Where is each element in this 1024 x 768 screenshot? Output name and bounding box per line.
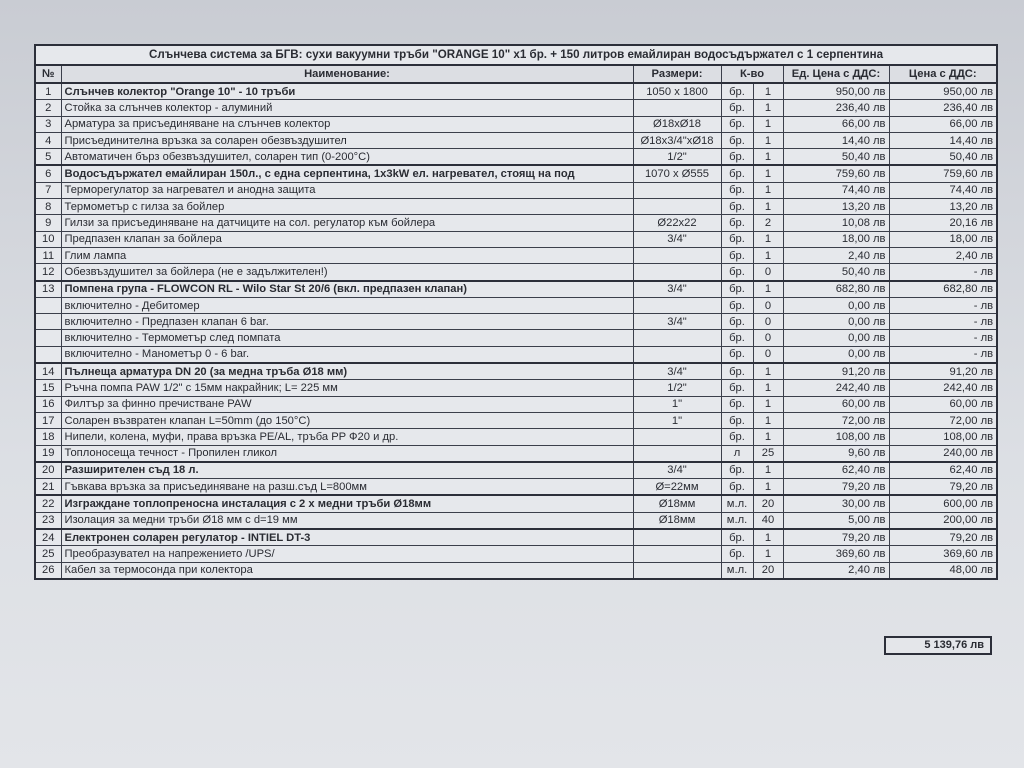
item-unit-price: 30,00 лв (783, 495, 889, 512)
item-unit-price: 0,00 лв (783, 314, 889, 330)
item-unit-price: 14,40 лв (783, 132, 889, 148)
item-qty: 25 (753, 445, 783, 462)
table-row (35, 429, 997, 445)
table-row (35, 346, 997, 363)
item-qty: 1 (753, 231, 783, 247)
item-size: 3/4" (633, 363, 721, 380)
row-number: 19 (35, 445, 61, 462)
table-row (35, 529, 997, 546)
item-size (633, 546, 721, 562)
item-qty: 1 (753, 462, 783, 479)
item-unit-price: 5,00 лв (783, 512, 889, 529)
row-number (35, 314, 61, 330)
item-unit: бр. (721, 396, 753, 412)
row-number: 10 (35, 231, 61, 247)
item-qty: 1 (753, 479, 783, 496)
item-size: 3/4" (633, 462, 721, 479)
item-total: 14,40 лв (889, 132, 997, 148)
item-qty: 20 (753, 495, 783, 512)
item-unit-price: 60,00 лв (783, 396, 889, 412)
item-qty: 0 (753, 264, 783, 281)
item-total: 79,20 лв (889, 479, 997, 496)
item-size: Ø18xØ18 (633, 116, 721, 132)
table-row (35, 363, 997, 380)
item-size: 3/4" (633, 231, 721, 247)
item-unit: бр. (721, 330, 753, 346)
item-name: Пълнеща арматура DN 20 (за медна тръба Ø18 мм) (61, 363, 633, 380)
item-unit: л (721, 445, 753, 462)
table-row (35, 330, 997, 346)
table-row (35, 215, 997, 231)
table-row (35, 182, 997, 198)
row-number (35, 346, 61, 363)
item-name: Арматура за присъединяване на слънчев колектор (61, 116, 633, 132)
item-unit-price: 236,40 лв (783, 100, 889, 116)
row-number: 24 (35, 529, 61, 546)
item-total: 13,20 лв (889, 199, 997, 215)
item-unit-price: 108,00 лв (783, 429, 889, 445)
item-unit-price: 2,40 лв (783, 562, 889, 579)
item-qty: 0 (753, 346, 783, 363)
item-size (633, 297, 721, 313)
row-number: 20 (35, 462, 61, 479)
row-number: 1 (35, 83, 61, 100)
table-row (35, 512, 997, 529)
item-name: Соларен възвратен клапан L=50mm (до 150°C) (61, 412, 633, 428)
table-row (35, 462, 997, 479)
item-size (633, 330, 721, 346)
item-unit: бр. (721, 100, 753, 116)
item-unit: м.л. (721, 512, 753, 529)
item-name: Гилзи за присъединяване на датчиците на сол. регулатор към бойлера (61, 215, 633, 231)
item-name: Присъединителна връзка за соларен обезвъздушител (61, 132, 633, 148)
item-unit-price: 759,60 лв (783, 165, 889, 182)
item-total: - лв (889, 346, 997, 363)
item-unit: бр. (721, 281, 753, 298)
item-name: Глим лампа (61, 247, 633, 263)
item-name: Слънчев колектор "Orange 10" - 10 тръби (61, 83, 633, 100)
item-total: 79,20 лв (889, 529, 997, 546)
item-size (633, 346, 721, 363)
item-total: 108,00 лв (889, 429, 997, 445)
item-size: Ø22x22 (633, 215, 721, 231)
item-qty: 1 (753, 363, 783, 380)
item-name: Автоматичен бърз обезвъздушител, соларен тип (0-200°C) (61, 149, 633, 166)
item-name: включително - Дебитомер (61, 297, 633, 313)
item-total: - лв (889, 264, 997, 281)
item-size: 1" (633, 412, 721, 428)
item-total: 682,80 лв (889, 281, 997, 298)
table-row (35, 100, 997, 116)
row-number: 8 (35, 199, 61, 215)
item-unit-price: 72,00 лв (783, 412, 889, 428)
item-qty: 1 (753, 412, 783, 428)
table-row (35, 562, 997, 579)
header-name: Наименование: (61, 65, 633, 83)
item-name: Помпена група - FLOWCON RL - Wilo Star St 20/6 (вкл. предпазен клапан) (61, 281, 633, 298)
item-qty: 1 (753, 281, 783, 298)
item-size: Ø=22мм (633, 479, 721, 496)
item-qty: 1 (753, 165, 783, 182)
item-unit: бр. (721, 247, 753, 263)
item-unit-price: 79,20 лв (783, 529, 889, 546)
table-row (35, 297, 997, 313)
item-name: Стойка за слънчев колектор - алуминий (61, 100, 633, 116)
row-number: 22 (35, 495, 61, 512)
item-unit: бр. (721, 116, 753, 132)
item-unit: бр. (721, 297, 753, 313)
item-size (633, 182, 721, 198)
item-size (633, 247, 721, 263)
item-unit: м.л. (721, 495, 753, 512)
item-unit-price: 91,20 лв (783, 363, 889, 380)
item-unit-price: 10,08 лв (783, 215, 889, 231)
item-total: 62,40 лв (889, 462, 997, 479)
table-row (35, 247, 997, 263)
table-row (35, 264, 997, 281)
item-unit: бр. (721, 429, 753, 445)
item-total: 74,40 лв (889, 182, 997, 198)
item-unit: бр. (721, 380, 753, 396)
item-unit-price: 50,40 лв (783, 264, 889, 281)
item-size: 3/4" (633, 314, 721, 330)
item-total: 20,16 лв (889, 215, 997, 231)
table-row (35, 314, 997, 330)
row-number: 9 (35, 215, 61, 231)
item-size: 1" (633, 396, 721, 412)
row-number: 5 (35, 149, 61, 166)
row-number: 6 (35, 165, 61, 182)
item-unit: бр. (721, 314, 753, 330)
item-total: 369,60 лв (889, 546, 997, 562)
item-qty: 2 (753, 215, 783, 231)
table-row (35, 165, 997, 182)
table-row (35, 495, 997, 512)
table-row (35, 412, 997, 428)
price-sheet (24, 28, 1014, 768)
header-row (35, 65, 997, 83)
item-total: 600,00 лв (889, 495, 997, 512)
table-row (35, 380, 997, 396)
row-number: 4 (35, 132, 61, 148)
header-qty: К-во (721, 65, 783, 83)
item-unit: бр. (721, 363, 753, 380)
item-total: 72,00 лв (889, 412, 997, 428)
item-size: 1/2" (633, 380, 721, 396)
row-number: 13 (35, 281, 61, 298)
item-total: 236,40 лв (889, 100, 997, 116)
table-row (35, 396, 997, 412)
item-qty: 1 (753, 100, 783, 116)
item-size: Ø18мм (633, 512, 721, 529)
table-row (35, 149, 997, 166)
item-unit: бр. (721, 546, 753, 562)
header-no: № (35, 65, 61, 83)
header-total: Цена с ДДС: (889, 65, 997, 83)
item-qty: 0 (753, 330, 783, 346)
item-total: 240,00 лв (889, 445, 997, 462)
item-unit: бр. (721, 231, 753, 247)
item-name: Терморегулатор за нагревател и анодна защита (61, 182, 633, 198)
item-qty: 1 (753, 247, 783, 263)
item-unit-price: 369,60 лв (783, 546, 889, 562)
table-title: Слънчева система за БГВ: сухи вакуумни тръби "ORANGE 10" x1 бр. + 150 литров емайлиран водосъдържател с 1 серпентина (35, 45, 997, 65)
table-row (35, 281, 997, 298)
item-total: 50,40 лв (889, 149, 997, 166)
item-qty: 20 (753, 562, 783, 579)
item-size (633, 562, 721, 579)
header-unit-price: Ед. Цена с ДДС: (783, 65, 889, 83)
row-number: 17 (35, 412, 61, 428)
item-total: - лв (889, 297, 997, 313)
item-qty: 1 (753, 182, 783, 198)
item-unit: бр. (721, 182, 753, 198)
item-total: - лв (889, 314, 997, 330)
item-unit: бр. (721, 165, 753, 182)
item-name: Топлоносеща течност - Пропилен гликол (61, 445, 633, 462)
table-row (35, 445, 997, 462)
item-size: 1070 x Ø555 (633, 165, 721, 182)
item-unit-price: 50,40 лв (783, 149, 889, 166)
item-name: Филтър за финно пречистване PAW (61, 396, 633, 412)
table-row (35, 199, 997, 215)
item-size: 3/4" (633, 281, 721, 298)
table-title-row (35, 45, 997, 65)
item-unit: бр. (721, 83, 753, 100)
item-name: Електронен соларен регулатор - INTIEL DT-3 (61, 529, 633, 546)
item-total: 66,00 лв (889, 116, 997, 132)
item-name: Термометър с гилза за бойлер (61, 199, 633, 215)
item-name: Разширителен съд 18 л. (61, 462, 633, 479)
item-unit: бр. (721, 462, 753, 479)
item-name: Обезвъздушител за бойлера (не е задължителен!) (61, 264, 633, 281)
row-number: 16 (35, 396, 61, 412)
item-unit-price: 13,20 лв (783, 199, 889, 215)
row-number (35, 297, 61, 313)
table-row (35, 83, 997, 100)
row-number: 26 (35, 562, 61, 579)
item-qty: 1 (753, 83, 783, 100)
item-total: 91,20 лв (889, 363, 997, 380)
item-size: 1/2" (633, 149, 721, 166)
item-unit-price: 0,00 лв (783, 330, 889, 346)
item-total: 759,60 лв (889, 165, 997, 182)
item-name: включително - Термометър след помпата (61, 330, 633, 346)
item-name: Изграждане топлопреносна инсталация с 2 х медни тръби Ø18мм (61, 495, 633, 512)
item-qty: 1 (753, 396, 783, 412)
table-row (35, 231, 997, 247)
item-name: Предпазен клапан за бойлера (61, 231, 633, 247)
item-unit: бр. (721, 199, 753, 215)
item-name: Ръчна помпа PAW 1/2" с 15мм накрайник; L= 225 мм (61, 380, 633, 396)
item-name: Изолация за медни тръби Ø18 мм с d=19 мм (61, 512, 633, 529)
item-qty: 1 (753, 529, 783, 546)
item-size: 1050 x 1800 (633, 83, 721, 100)
row-number: 23 (35, 512, 61, 529)
item-name: включително - Предпазен клапан 6 bar. (61, 314, 633, 330)
item-name: Водосъдържател емайлиран 150л., с една серпентина, 1x3kW ел. нагревател, стоящ на под (61, 165, 633, 182)
item-size (633, 199, 721, 215)
item-qty: 0 (753, 314, 783, 330)
item-unit-price: 79,20 лв (783, 479, 889, 496)
table-row (35, 132, 997, 148)
item-size (633, 100, 721, 116)
item-unit: бр. (721, 412, 753, 428)
item-total: 60,00 лв (889, 396, 997, 412)
item-name: Нипели, колена, муфи, права връзка PE/AL, тръба PP Ф20 и др. (61, 429, 633, 445)
item-size (633, 445, 721, 462)
item-unit: бр. (721, 132, 753, 148)
item-name: Кабел за термосонда при колектора (61, 562, 633, 579)
row-number: 2 (35, 100, 61, 116)
item-name: Гъвкава връзка за присъединяване на разш.съд L=800мм (61, 479, 633, 496)
item-unit: м.л. (721, 562, 753, 579)
item-qty: 0 (753, 297, 783, 313)
row-number: 3 (35, 116, 61, 132)
item-total: 2,40 лв (889, 247, 997, 263)
row-number: 12 (35, 264, 61, 281)
item-qty: 40 (753, 512, 783, 529)
item-total: 242,40 лв (889, 380, 997, 396)
item-unit-price: 0,00 лв (783, 346, 889, 363)
item-unit-price: 950,00 лв (783, 83, 889, 100)
item-unit: бр. (721, 529, 753, 546)
item-qty: 1 (753, 116, 783, 132)
row-number: 14 (35, 363, 61, 380)
item-qty: 1 (753, 546, 783, 562)
item-qty: 1 (753, 199, 783, 215)
item-size (633, 429, 721, 445)
table-row (35, 479, 997, 496)
table-row (35, 546, 997, 562)
item-unit-price: 682,80 лв (783, 281, 889, 298)
item-unit: бр. (721, 215, 753, 231)
item-size: Ø18x3/4"xØ18 (633, 132, 721, 148)
item-qty: 1 (753, 149, 783, 166)
header-size: Размери: (633, 65, 721, 83)
item-total: 48,00 лв (889, 562, 997, 579)
row-number: 25 (35, 546, 61, 562)
item-unit-price: 74,40 лв (783, 182, 889, 198)
item-unit-price: 9,60 лв (783, 445, 889, 462)
item-unit-price: 242,40 лв (783, 380, 889, 396)
item-unit-price: 18,00 лв (783, 231, 889, 247)
item-name: включително - Манометър 0 - 6 bar. (61, 346, 633, 363)
item-unit-price: 0,00 лв (783, 297, 889, 313)
row-number: 21 (35, 479, 61, 496)
item-size (633, 264, 721, 281)
row-number: 7 (35, 182, 61, 198)
item-qty: 1 (753, 132, 783, 148)
grand-total: 5 139,76 лв (884, 636, 992, 655)
item-qty: 1 (753, 429, 783, 445)
item-unit: бр. (721, 264, 753, 281)
row-number: 18 (35, 429, 61, 445)
item-total: - лв (889, 330, 997, 346)
item-unit-price: 2,40 лв (783, 247, 889, 263)
item-total: 200,00 лв (889, 512, 997, 529)
item-unit-price: 62,40 лв (783, 462, 889, 479)
item-qty: 1 (753, 380, 783, 396)
item-total: 950,00 лв (889, 83, 997, 100)
row-number: 11 (35, 247, 61, 263)
item-unit: бр. (721, 346, 753, 363)
row-number (35, 330, 61, 346)
item-unit: бр. (721, 149, 753, 166)
item-unit: бр. (721, 479, 753, 496)
item-size: Ø18мм (633, 495, 721, 512)
table-row (35, 116, 997, 132)
item-unit-price: 66,00 лв (783, 116, 889, 132)
item-total: 18,00 лв (889, 231, 997, 247)
price-table (34, 44, 998, 580)
item-name: Преобразувател на напрежението /UPS/ (61, 546, 633, 562)
row-number: 15 (35, 380, 61, 396)
item-size (633, 529, 721, 546)
